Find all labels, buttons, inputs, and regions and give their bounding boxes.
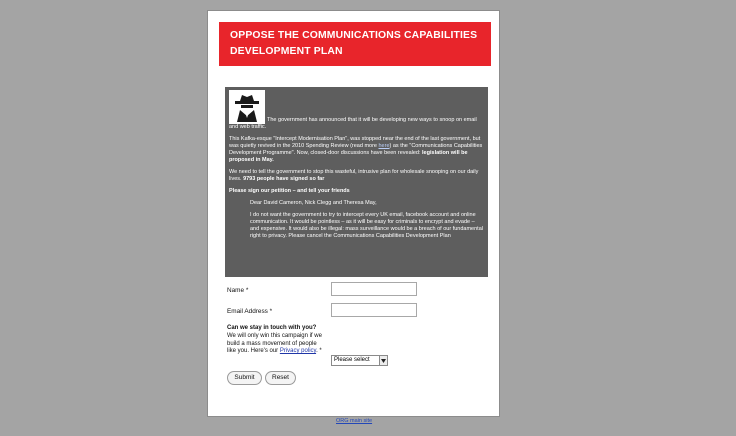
consent-label: Can we stay in touch with you? We will only win this campaign if we build a mass movement of people like you. Here's our Privacy policy. * <box>227 325 322 355</box>
legislation-notice: legislation will be proposed in May. <box>229 150 468 163</box>
sign-petition-heading: Please sign our petition – and tell your friends <box>229 188 350 194</box>
intro-text: The government has announced that it will be developing new ways to snoop on email and web traffic. <box>229 117 477 130</box>
header-banner <box>219 22 491 66</box>
letter-greeting: Dear David Cameron, Nick Clegg and Theresa May, <box>250 200 377 206</box>
signature-count: 9793 people have signed so far <box>243 176 325 182</box>
letter-body: I do not want the government to try to intercept every UK email, facebook account and online communication. It would be pointless – as it will be easy for criminals to encrypt and evade – and expensive. It would also be illegal: mass surveillance would be a breach of our fundamental right to privacy. Please cancel the Communications Capabilities Development Plan <box>250 212 483 239</box>
spy-logo-icon <box>229 90 265 124</box>
email-input[interactable] <box>331 303 417 317</box>
page-title: OPPOSE THE COMMUNICATIONS CAPABILITIES DEVELOPMENT PLAN <box>230 30 478 57</box>
select-value: Please select <box>334 357 370 363</box>
submit-button[interactable]: Submit <box>227 371 262 385</box>
intro-paragraph <box>229 90 484 131</box>
read-more-link[interactable]: here <box>378 143 390 149</box>
privacy-policy-link[interactable]: Privacy policy <box>279 348 317 355</box>
petition-page <box>207 10 500 417</box>
chevron-down-icon[interactable] <box>379 356 387 365</box>
call-to-action-paragraph: We need to tell the government to stop this wasteful, intrusive plan for wholesale snooping on our daily lives. 9793 people have signed so far <box>229 169 479 182</box>
petition-text-panel <box>225 87 488 277</box>
reset-button[interactable]: Reset <box>265 371 296 385</box>
name-input[interactable] <box>331 282 417 296</box>
name-label: Name * <box>227 287 249 294</box>
main-site-link[interactable]: ORG main site <box>336 418 373 424</box>
email-label: Email Address * <box>227 308 273 315</box>
background-paragraph: This Kafka-esque "Intercept Modernisation Plan", was stopped near the end of the last government, but was quietly revived in the 2010 Spending Review (read more here) as the "Communications Capabilities Development Programme". Now, closed-door discussions have been revealed: legislation will be proposed in May. <box>229 136 483 163</box>
petition-letter <box>229 200 484 240</box>
consent-select[interactable] <box>331 355 388 366</box>
